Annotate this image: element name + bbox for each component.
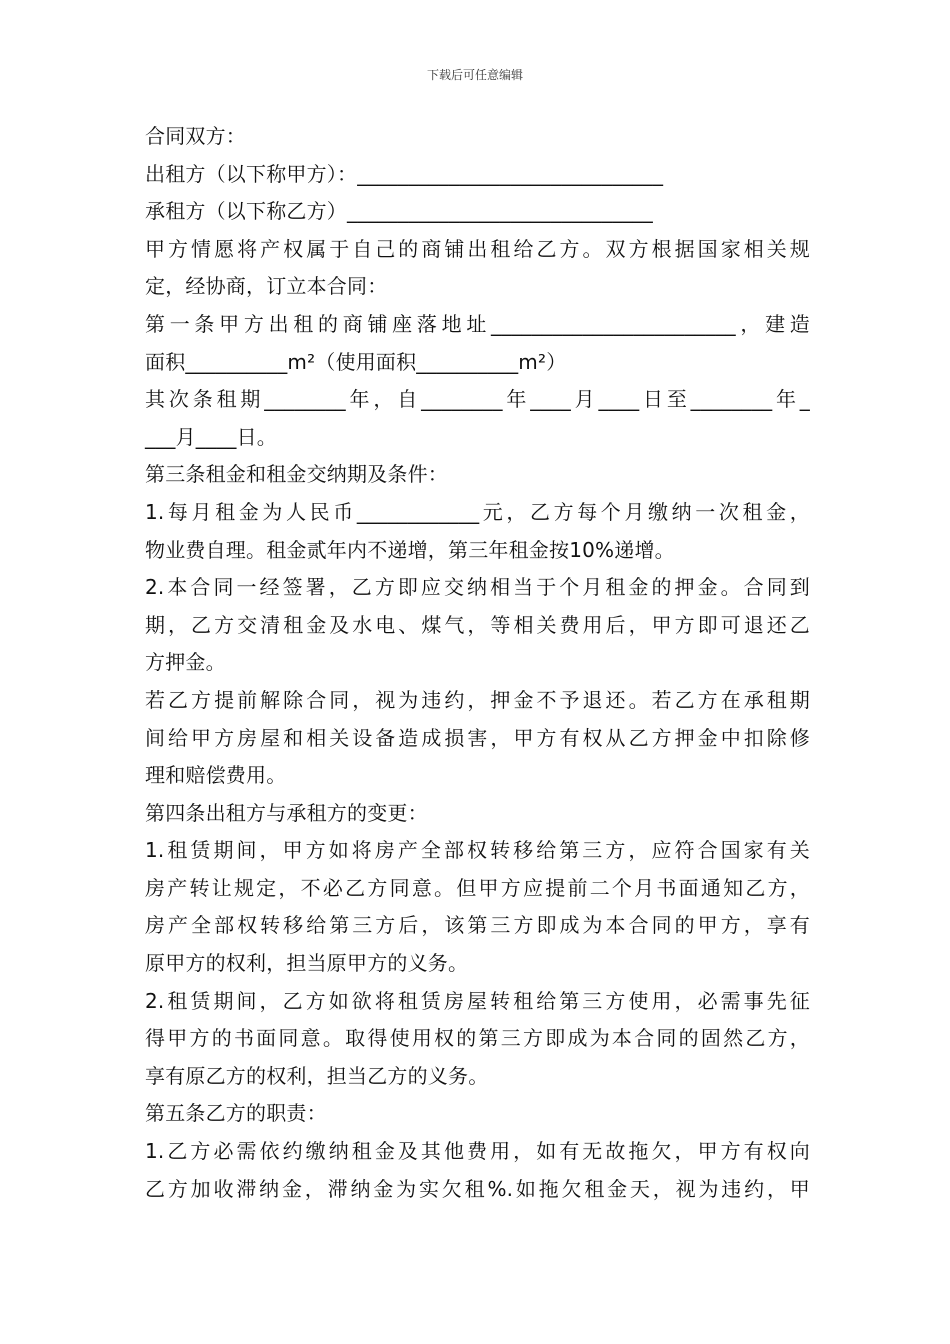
contract-line: 若乙方提前解除合同，视为违约，押金不予退还。若乙方在承租期 <box>145 687 810 712</box>
contract-line: 合同双方： <box>145 124 246 148</box>
contract-line: 承租方（以下称乙方）______________________________ <box>145 199 653 224</box>
page-header-note: 下载后可任意编辑 <box>426 68 523 82</box>
contract-line: 间给甲方房屋和相关设备造成损害，甲方有权从乙方押金中扣除修 <box>145 725 810 750</box>
contract-body <box>145 118 810 1208</box>
contract-line: 1.每月租金为人民币____________元，乙方每个月缴纳一次租金， <box>145 499 810 524</box>
contract-line: 第四条出租方与承租方的变更： <box>145 800 428 825</box>
contract-line: 乙方加收滞纳金，滞纳金为实欠租%.如拖欠租金天，视为违约，甲 <box>145 1176 810 1201</box>
contract-line: 2.本合同一经签署，乙方即应交纳相当于个月租金的押金。合同到 <box>145 575 810 600</box>
contract-line: 第三条租金和租金交纳期及条件： <box>145 462 448 487</box>
contract-line: 房产转让规定，不必乙方同意。但甲方应提前二个月书面通知乙方， <box>145 875 810 900</box>
contract-line: 甲方情愿将产权属于自己的商铺出租给乙方。双方根据国家相关规 <box>145 236 810 261</box>
contract-line: 第一条甲方出租的商铺座落地址________________________，建造 <box>145 311 810 336</box>
contract-line: 期，乙方交清租金及水电、煤气，等相关费用后，甲方即可退还乙 <box>145 612 810 637</box>
contract-line: 1.乙方必需依约缴纳租金及其他费用，如有无故拖欠，甲方有权向 <box>145 1139 810 1164</box>
contract-line: ___月____日。 <box>145 424 277 449</box>
contract-line: 方押金。 <box>145 650 226 675</box>
contract-line: 享有原乙方的权利，担当乙方的义务。 <box>145 1063 489 1088</box>
contract-line: 得甲方的书面同意。取得使用权的第三方即成为本合同的固然乙方， <box>145 1026 810 1051</box>
contract-line: 定，经协商，订立本合同： <box>145 274 388 299</box>
contract-line: 物业费自理。租金贰年内不递增，第三年租金按10%递增。 <box>145 537 675 562</box>
contract-line: 出租方（以下称甲方）：______________________________ <box>145 161 664 186</box>
contract-line: 1.租赁期间，甲方如将房产全部权转移给第三方，应符合国家有关 <box>145 838 810 863</box>
contract-line: 原甲方的权利，担当原甲方的义务。 <box>145 951 469 976</box>
contract-line: 理和赔偿费用。 <box>145 763 287 788</box>
contract-line: 2.租赁期间，乙方如欲将租赁房屋转租给第三方使用，必需事先征 <box>145 988 810 1013</box>
contract-line: 房产全部权转移给第三方后，该第三方即成为本合同的甲方，享有 <box>145 913 810 938</box>
contract-line: 面积__________m²（使用面积__________m²） <box>145 349 567 374</box>
contract-line: 其次条租期________年，自________年____月____日至________年_ <box>145 387 810 412</box>
contract-line: 第五条乙方的职责： <box>145 1101 327 1126</box>
